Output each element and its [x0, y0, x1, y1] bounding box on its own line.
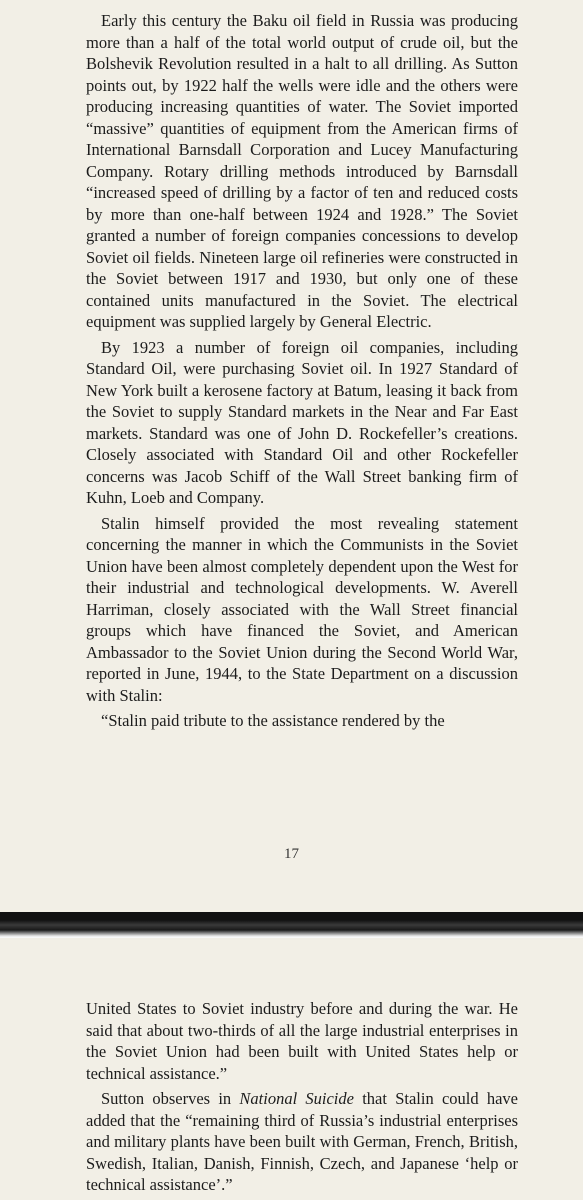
page-divider: [0, 912, 583, 938]
paragraph-stalin-quote-start: “Stalin paid tribute to the assistance rendered by the: [101, 711, 445, 730]
text-run: Sutton observes in: [101, 1089, 240, 1108]
page-body-text: [86, 10, 518, 732]
paragraph-stalin-statement: Stalin himself provided the most revealing statement concerning the manner in which the Communists in the Soviet Union have been almost completely dependent upon the West for their industrial and technological developments. W. Averell Harriman, closely associated with the Wall Street financial groups which have financed the Soviet, and American Ambassador to the Soviet Union during the Second World War, reported in June, 1944, to the State Department on a discussion with Stalin:: [86, 513, 518, 705]
paragraph-national-suicide: [86, 1088, 518, 1196]
paragraph-stalin-quote-end: United States to Soviet industry before and during the war. He said that about two-thirds of all the large industrial enterprises in the Soviet Union had been built with United States help or technical assistance.”: [86, 999, 518, 1083]
book-page-bottom: [0, 938, 583, 1200]
page-number: 17: [284, 846, 299, 862]
text-run: that Stalin could have added that the “remaining third of Russia’s industrial enterprises and military plants have been built with German, French, British, Swedish, Italian, Danish, Finnish, Czech, and Japanese ‘help or technical assistance’.”: [86, 1089, 518, 1194]
paragraph-baku-oil: Early this century the Baku oil field in Russia was producing more than a half of the total world output of crude oil, but the Bolshevik Revolution resulted in a halt to all drilling. As Sutton points out, by 1922 half the wells were idle and the others were producing increasing quantities of water. The Soviet imported “massive” quantities of equipment from the American firms of International Barnsdall Corporation and Lucey Manufacturing Company. Rotary drilling methods introduced by Barnsdall “increased speed of drilling by a factor of ten and reduced costs by more than one-half between 1924 and 1928.” The Soviet granted a number of foreign companies concessions to develop Soviet oil fields. Nineteen large oil refineries were constructed in the Soviet between 1917 and 1930, but only one of these contained units manufactured in the Soviet. The electrical equipment was supplied largely by General Electric.: [86, 11, 518, 331]
page-body-text: [86, 998, 518, 1196]
paragraph-standard-oil: By 1923 a number of foreign oil companies, including Standard Oil, were purchasing Soviet oil. In 1927 Standard of New York built a kerosene factory at Batum, leasing it back from the Soviet to supply Standard markets in the Near and Far East markets. Standard was one of John D. Rockefeller’s creations. Closely associated with Standard Oil and other Rockefeller concerns was Jacob Schiff of the Wall Street banking firm of Kuhn, Loeb and Company.: [86, 337, 518, 507]
book-title: National Suicide: [239, 1089, 354, 1108]
